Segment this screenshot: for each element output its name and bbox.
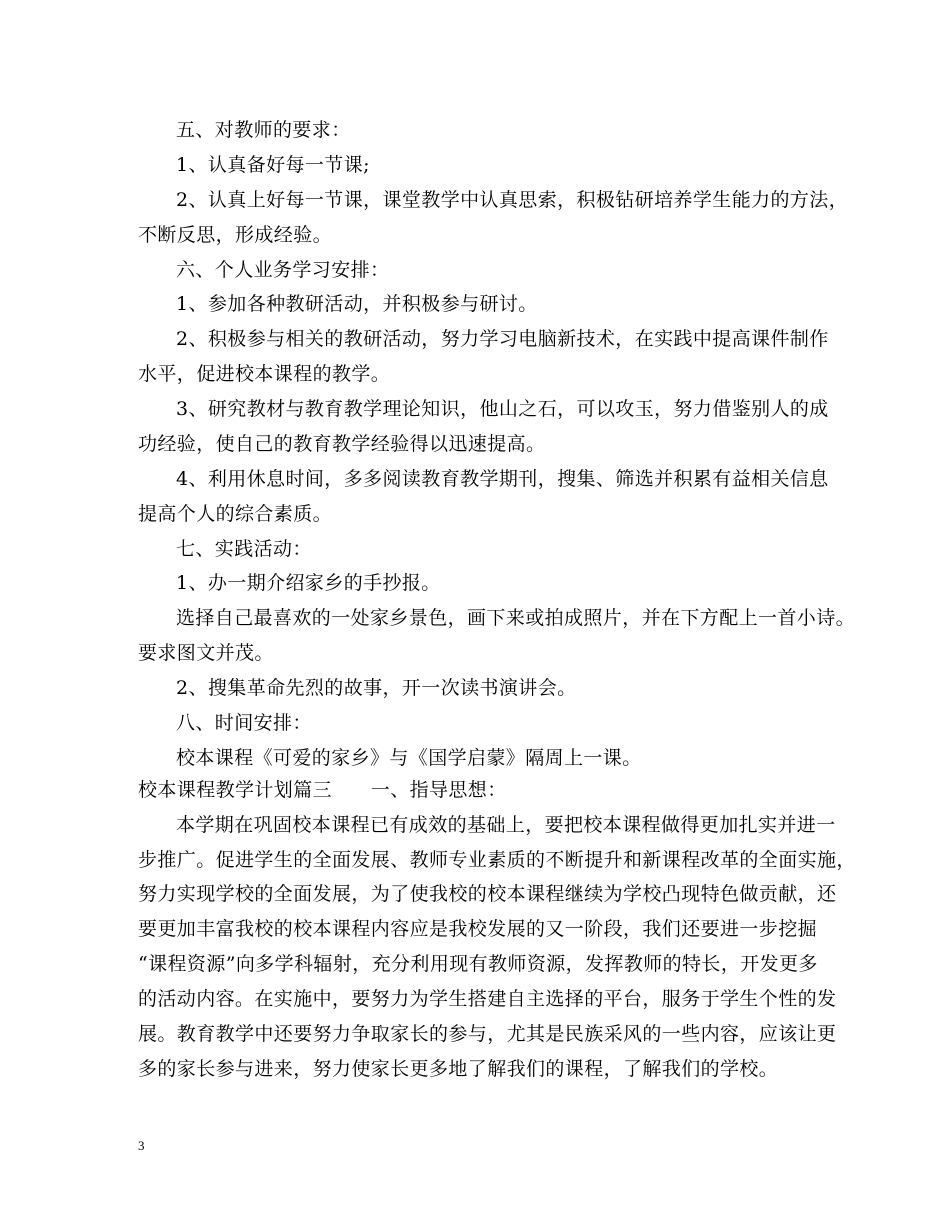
text-line: 七、实践活动： (176, 538, 312, 560)
text-line: 本学期在巩固校本课程已有成效的基础上，要把校本课程做得更加扎实并进一 (176, 814, 836, 836)
text-line: 3、研究教材与教育教学理论知识，他山之石，可以攻玉，努力借鉴别人的成 (176, 398, 829, 420)
text-line: 要求图文并茂。 (138, 642, 274, 664)
section-heading: 校本课程教学计划篇三 一、指导思想： (138, 779, 507, 801)
text-line: 1、认真备好每一节课; (176, 154, 370, 176)
text-line: 2、搜集革命先烈的故事，开一次读书演讲会。 (176, 677, 577, 699)
text-line: 六、个人业务学习安排： (176, 259, 390, 281)
text-line: 多的家长参与进来，努力使家长更多地了解我们的课程，了解我们的学校。 (138, 1058, 779, 1080)
text-line: 五、对教师的要求： (176, 119, 351, 141)
text-line: 要更加丰富我校的校本课程内容应是我校发展的又一阶段，我们还要进一步挖掘 (138, 918, 818, 940)
text-line: 2、认真上好每一节课，课堂教学中认真思索，积极钻研培养学生能力的方法， (176, 189, 849, 211)
page-number: 3 (138, 1138, 145, 1153)
text-line: 的活动内容。在实施中，要努力为学生搭建自主选择的平台，服务于学生个性的发 (138, 988, 837, 1010)
text-line: 功经验，使自己的教育教学经验得以迅速提高。 (138, 433, 546, 455)
text-line: 展。教育教学中还要努力争取家长的参与，尤其是民族采风的一些内容，应该让更 (138, 1023, 837, 1045)
text-line: 不断反思，形成经验。 (138, 224, 333, 246)
text-line: 校本课程《可爱的家乡》与《国学启蒙》隔周上一课。 (176, 747, 642, 769)
text-line: 2、积极参与相关的教研活动，努力学习电脑新技术，在实践中提高课件制作 (176, 328, 829, 350)
text-line: 4、利用休息时间，多多阅读教育教学期刊，搜集、筛选并积累有益相关信息 (176, 468, 829, 490)
text-line: 努力实现学校的全面发展，为了使我校的校本课程继续为学校凸现特色做贡献，还 (138, 883, 837, 905)
text-line: “课程资源”向多学科辐射，充分利用现有教师资源，发挥教师的特长，开发更多 (138, 953, 818, 975)
text-line: 1、参加各种教研活动，并积极参与研讨。 (176, 293, 538, 315)
text-line: 选择自己最喜欢的一处家乡景色，画下来或拍成照片，并在下方配上一首小诗。 (176, 607, 856, 629)
text-line: 步推广。促进学生的全面发展、教师专业素质的不断提升和新课程改革的全面实施， (138, 849, 856, 871)
text-line: 提高个人的综合素质。 (138, 503, 333, 525)
text-line: 水平，促进校本课程的教学。 (138, 363, 391, 385)
text-line: 八、时间安排： (176, 712, 312, 734)
text-line: 1、办一期介绍家乡的手抄报。 (176, 572, 441, 594)
